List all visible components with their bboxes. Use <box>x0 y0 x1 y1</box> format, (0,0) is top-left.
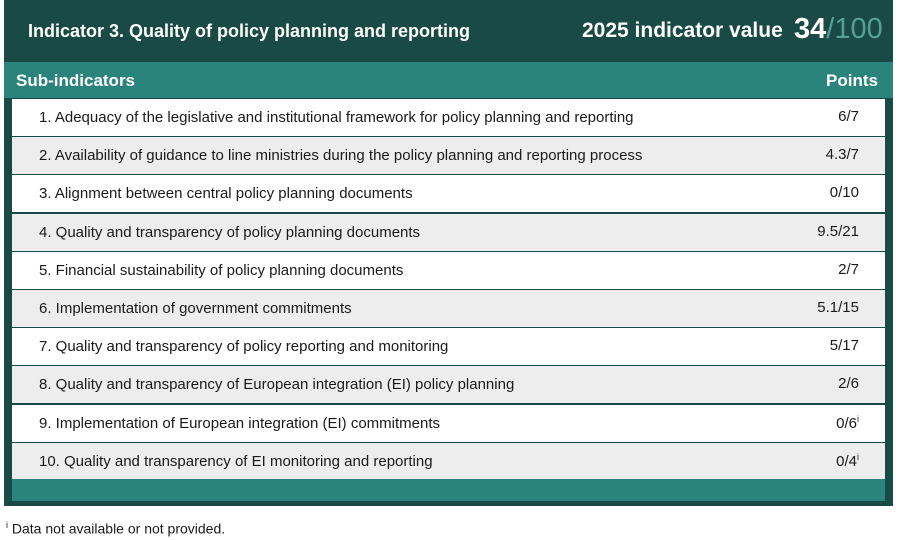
indicator-title: Indicator 3. Quality of policy planning and reporting <box>28 21 471 41</box>
subindicator-label: 6. Implementation of government commitments <box>39 299 352 317</box>
points-value: 0/4 <box>836 452 857 470</box>
subindicator-label: 4. Quality and transparency of policy planning documents <box>39 223 421 241</box>
table-row <box>12 175 885 212</box>
points-note-marker: i <box>857 413 859 424</box>
table-row <box>12 405 885 442</box>
points-value: 6/7 <box>838 108 859 125</box>
points-value: 5.1/15 <box>817 298 859 316</box>
points-value: 4.3/7 <box>825 146 859 164</box>
subindicator-points <box>838 261 859 278</box>
points-value: 5/17 <box>829 337 859 355</box>
column-header-subindicators: Sub-indicators <box>16 71 136 90</box>
subindicator-label: 1. Adequacy of the legislative and institutional framework for policy planning and reporting <box>39 109 634 126</box>
subindicator-label: 3. Alignment between central policy planning documents <box>39 185 413 203</box>
subindicator-points <box>836 452 859 470</box>
score-value: 34 <box>794 13 827 45</box>
subindicator-points <box>830 184 859 201</box>
footnote-marker: i <box>6 520 8 530</box>
subindicator-points <box>836 414 859 432</box>
table-row <box>12 366 885 403</box>
footnote <box>6 520 225 537</box>
subindicator-label: 9. Implementation of European integration (EI) commitments <box>39 414 441 432</box>
subindicator-points <box>830 337 859 354</box>
subindicator-label: 5. Financial sustainability of policy planning documents <box>39 261 404 279</box>
score-max: /100 <box>826 13 883 45</box>
indicator-panel <box>4 0 893 506</box>
subindicator-table <box>12 99 885 481</box>
points-value: 2/6 <box>838 375 859 393</box>
table-row <box>12 328 885 365</box>
table-footer-bar <box>12 479 885 501</box>
points-note-marker: i <box>857 451 859 462</box>
subindicator-label: 2. Availability of guidance to line ministries during the policy planning and reporting process <box>39 147 643 165</box>
table-row <box>12 290 885 327</box>
points-value: 0/10 <box>829 184 859 202</box>
indicator-value-label: 2025 indicator value <box>582 19 783 42</box>
subindicator-points <box>838 375 859 392</box>
subindicator-label: 7. Quality and transparency of policy reporting and monitoring <box>39 338 449 356</box>
subindicator-label: 10. Quality and transparency of EI monitoring and reporting <box>39 452 433 470</box>
indicator-score <box>794 13 883 46</box>
indicator-header <box>4 0 893 62</box>
table-row <box>12 137 885 174</box>
table-header <box>4 62 893 98</box>
subindicator-points <box>838 108 859 125</box>
subindicator-points <box>826 146 859 163</box>
points-value: 9.5/21 <box>817 222 859 240</box>
footnote-text: Data not available or not provided. <box>8 520 226 537</box>
subindicator-points <box>817 223 859 240</box>
subindicator-label: 8. Quality and transparency of European integration (EI) policy planning <box>39 376 515 394</box>
table-row <box>12 252 885 289</box>
table-row <box>12 214 885 251</box>
column-header-points: Points <box>826 71 878 90</box>
table-row <box>12 443 885 480</box>
subindicator-points <box>817 299 859 316</box>
table-row <box>12 99 885 136</box>
points-value: 2/7 <box>838 260 859 278</box>
points-value: 0/6 <box>836 414 857 432</box>
